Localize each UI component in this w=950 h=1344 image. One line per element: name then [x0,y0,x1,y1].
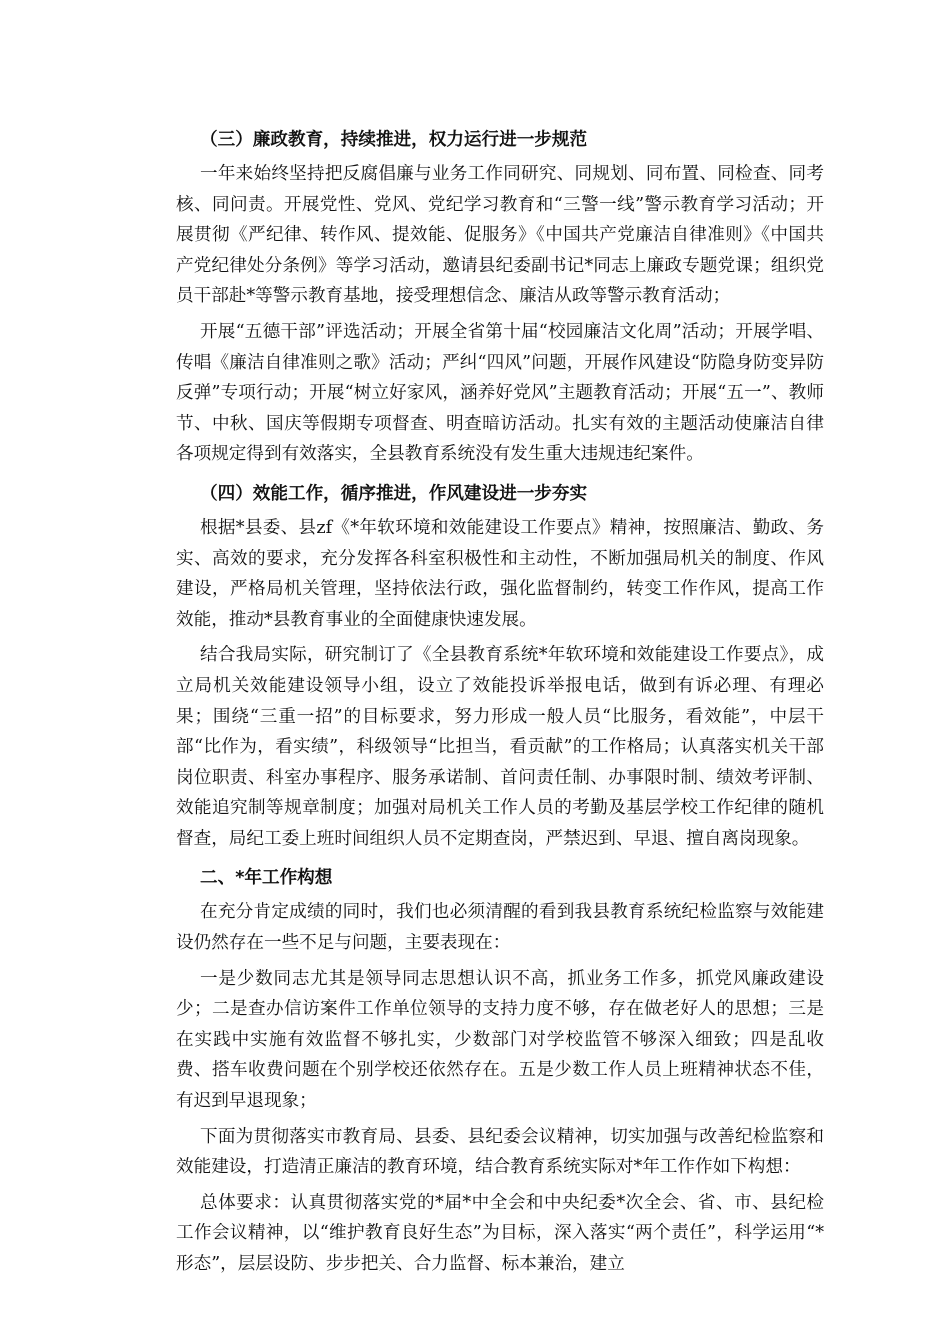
paragraph: 在充分肯定成绩的同时，我们也必须清醒的看到我县教育系统纪检监察与效能建设仍然存在一些不足与问题，主要表现在： [176,902,824,954]
paragraph: 下面为贯彻落实市教育局、县委、县纪委会议精神，切实加强与改善纪检监察和效能建设，打造清正廉洁的教育环境，结合教育系统实际对*年工作作如下构想： [176,1126,824,1178]
paragraph: 根据*县委、县zf《*年软环境和效能建设工作要点》精神，按照廉洁、勤政、务实、高效的要求，充分发挥各科室积极性和主动性，不断加强局机关的制度、作风建设，严格局机关管理，坚持依法行政，强化监督制约，转变工作作风，提高工作效能，推动*县教育事业的全面健康快速发展。 [176,517,824,630]
paragraph: 总体要求：认真贯彻落实党的*届*中全会和中央纪委*次全会、省、市、县纪检工作会议精神，以“维护教育良好生态”为目标，深入落实“两个责任”，科学运用“*形态”，层层设防、步步把关、合力监督、标本兼治，建立 [176,1192,824,1274]
paragraph: 开展“五德干部”评选活动；开展全省第十届“校园廉洁文化周”活动；开展学唱、传唱《廉洁自律准则之歌》活动；严纠“四风”问题，开展作风建设“防隐身防变异防反弹”专项行动；开展“树立好家风，涵养好党风”主题教育活动；开展“五一”、教师节、中秋、国庆等假期专项督查、明查暗访活动。扎实有效的主题活动使廉洁自律各项规定得到有效落实，全县教育系统没有发生重大违规违纪案件。 [176,321,824,465]
paragraph: 一是少数同志尤其是领导同志思想认识不高，抓业务工作多，抓党风廉政建设少；二是查办信访案件工作单位领导的支持力度不够，存在做老好人的思想；三是在实践中实施有效监督不够扎实，少数部门对学校监管不够深入细致；四是乱收费、搭车收费问题在个别学校还依然存在。五是少数工作人员上班精神状态不佳，有迟到早退现象； [176,968,824,1112]
section-heading-2: 二、*年工作构想 [200,868,333,889]
paragraph: 一年来始终坚持把反腐倡廉与业务工作同研究、同规划、同布置、同检查、同考核、同问责。开展党性、党风、党纪学习教育和“三警一线”警示教育学习活动；开展贯彻《严纪律、转作风、提效能、促服务》《中国共产党廉洁自律准则》《中国共产党纪律处分条例》等学习活动，邀请县纪委副书记*同志上廉政专题党课；组织党员干部赴*等警示教育基地，接受理想信念、廉洁从政等警示教育活动； [176,164,824,307]
section-heading-4: （四）效能工作，循序推进，作风建设进一步夯实 [200,483,588,504]
paragraph: 结合我局实际，研究制订了《全县教育系统*年软环境和效能建设工作要点》，成立局机关效能建设领导小组，设立了效能投诉举报电话，做到有诉必理、有理必果；围绕“三重一招”的目标要求，努力形成一般人员“比服务，看效能”，中层干部“比作为，看实绩”，科级领导“比担当，看贡献”的工作格局；认真落实机关干部岗位职责、科室办事程序、服务承诺制、首问责任制、办事限时制、绩效考评制、效能追究制等规章制度；加强对局机关工作人员的考勤及基层学校工作纪律的随机督查，局纪工委上班时间组织人员不定期查岗，严禁迟到、早退、擅自离岗现象。 [176,645,824,849]
section-heading-3: （三）廉政教育，持续推进，权力运行进一步规范 [200,130,588,150]
